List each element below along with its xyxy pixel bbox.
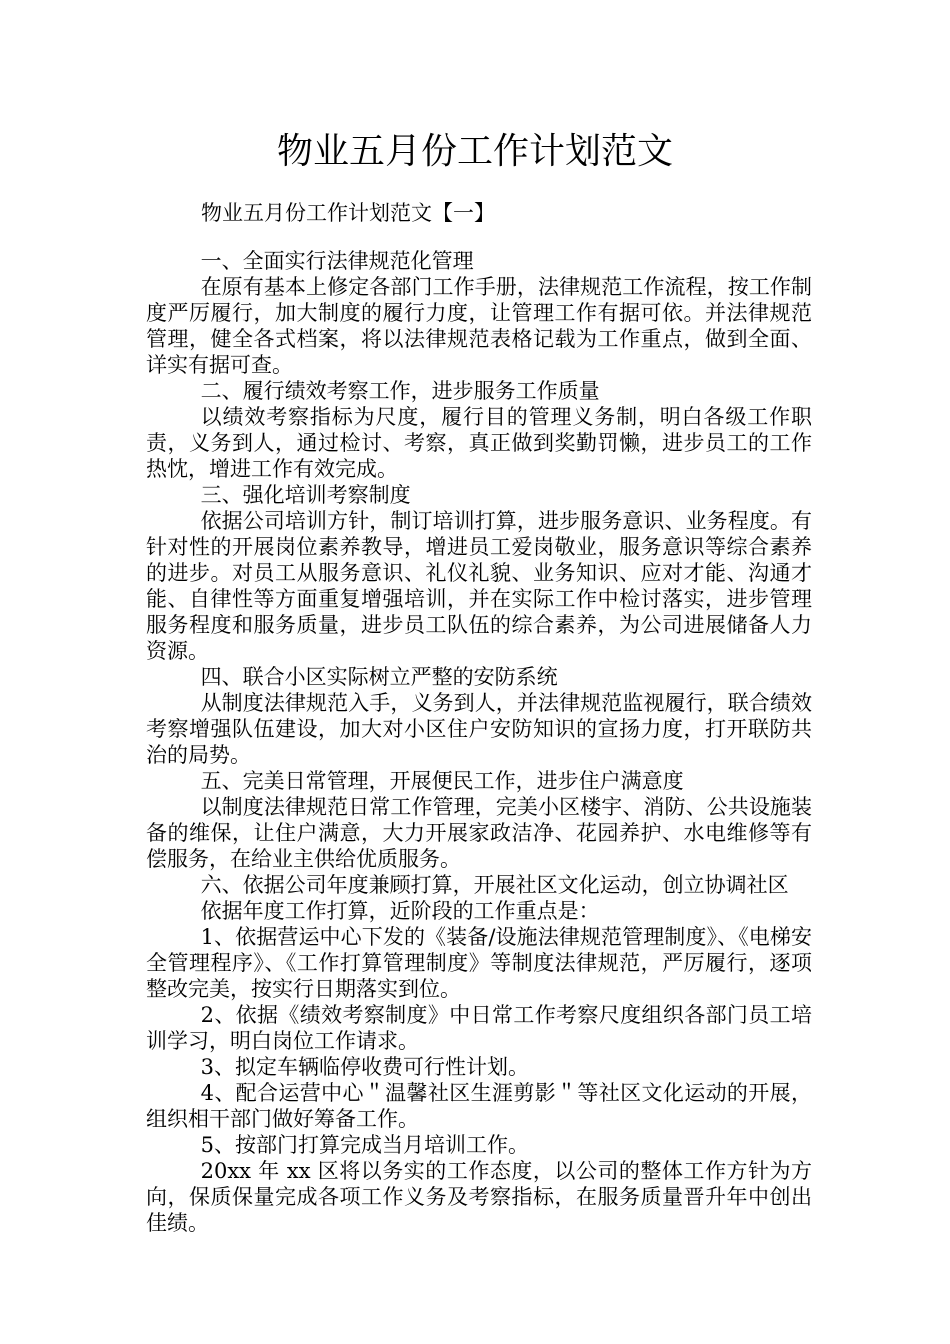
paragraph-work-focus: 依据年度工作打算，近阶段的工作重点是： [200, 899, 600, 923]
paragraph-conclusion: 20xx 年 xx 区将以务实的工作态度，以公司的整体工作方针为方向，保质保量完成各项工作义务及考察指标，在服务质量晋升年中创出佳绩。 [146, 1159, 812, 1235]
paragraph-legal-management: 在原有基本上修定各部门工作手册，法律规范工作流程，按工作制度严厉履行，加大制度的履行力度，让管理工作有据可依。并法律规范管理，健全各式档案，将以法律规范表格记载为工作重点，做到全面、详实有据可查。 [146, 275, 812, 377]
paragraph-daily-management: 以制度法律规范日常工作管理，完美小区楼宇、消防、公共设施装备的维保，让住户满意，大力开展家政洁净、花园养护、水电维修等有偿服务，在给业主供给优质服务。 [146, 795, 812, 871]
list-item-1: 1、依据营运中心下发的《装备/设施法律规范管理制度》、《电梯安全管理程序》、《工作打算管理制度》等制度法律规范，严厉履行，逐项整改完美，按实行日期落实到位。 [146, 925, 812, 1001]
heading-performance-review: 二、履行绩效考察工作，进步服务工作质量 [200, 379, 600, 403]
paragraph-training-review: 依据公司培训方针，制订培训打算，进步服务意识、业务程度。有针对性的开展岗位素养教导，增进员工爱岗敬业，服务意识等综合素养的进步。对员工从服务意识、礼仪礼貌、业务知识、应对才能、沟通才能、自律性等方面重复增强培训，并在实际工作中检讨落实，进步管理服务程度和服务质量，进步员工队伍的综合素养，为公司进展储备人力资源。 [146, 509, 812, 663]
heading-legal-management: 一、全面实行法律规范化管理 [200, 249, 474, 273]
list-item-2: 2、依据《绩效考察制度》中日常工作考察尺度组织各部门员工培训学习，明白岗位工作请求。 [146, 1003, 812, 1053]
list-item-4: 4、配合运营中心＂温馨社区生涯剪影＂等社区文化运动的开展，组织相干部门做好筹备工作。 [146, 1081, 812, 1131]
heading-training-review: 三、强化培训考察制度 [200, 483, 411, 507]
heading-daily-management: 五、完美日常管理，开展便民工作，进步住户满意度 [200, 769, 684, 793]
paragraph-performance-review: 以绩效考察指标为尺度，履行目的管理义务制，明白各级工作职责，义务到人，通过检讨、考察，真正做到奖勤罚懒，进步员工的工作热忱，增进工作有效完成。 [146, 405, 812, 481]
document-title: 物业五月份工作计划范文 [276, 131, 673, 172]
document-body [146, 248, 812, 1236]
heading-community-culture: 六、依据公司年度兼顾打算，开展社区文化运动，创立协调社区 [200, 873, 789, 897]
paragraph-security-system: 从制度法律规范入手，义务到人，并法律规范监视履行，联合绩效考察增强队伍建设，加大对小区住户安防知识的宣扬力度，打开联防共治的局势。 [146, 691, 812, 767]
list-item-5: 5、按部门打算完成当月培训工作。 [200, 1133, 529, 1157]
document-subtitle: 物业五月份工作计划范文【一】 [201, 201, 495, 225]
list-item-3: 3、拟定车辆临停收费可行性计划。 [200, 1055, 529, 1079]
heading-security-system: 四、联合小区实际树立严整的安防系统 [200, 665, 558, 689]
